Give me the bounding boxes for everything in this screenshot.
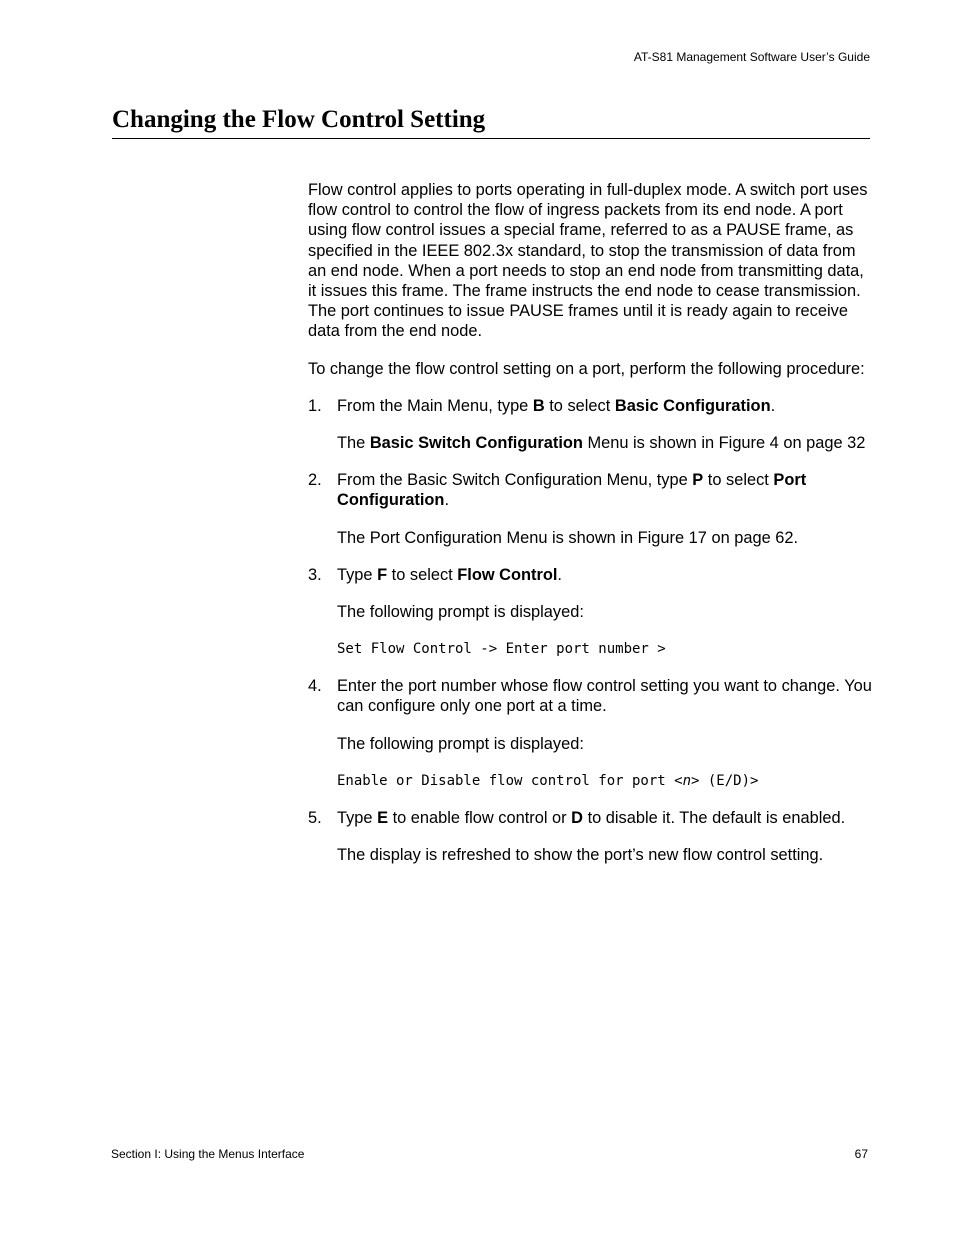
step-number: 2. — [308, 471, 322, 490]
note-text: The — [337, 434, 370, 453]
step-text: . — [770, 396, 776, 415]
key-b: B — [532, 396, 545, 415]
step-4-note: The following prompt is displayed: — [337, 734, 584, 753]
step-text: From the Basic Switch Configuration Menu, type — [337, 471, 693, 490]
key-f: F — [377, 565, 388, 584]
key-p: P — [692, 471, 704, 490]
step-text: From the Main Menu, type — [337, 396, 533, 415]
step-number: 1. — [308, 396, 322, 415]
step-text: to disable it. The default is enabled. — [583, 808, 846, 827]
main-content — [308, 180, 872, 882]
step-text: to select — [387, 565, 458, 584]
step-text: Type — [337, 565, 378, 584]
menu-name: Port Configuration — [337, 471, 807, 510]
prompt-variable: n — [682, 772, 692, 789]
step-text: Type — [337, 808, 378, 827]
menu-name: Flow Control — [457, 565, 558, 584]
prompt-text: Enable or Disable flow control for port < — [337, 772, 683, 789]
step-number: 3. — [308, 565, 322, 584]
menu-name: Basic Switch Configuration — [369, 434, 583, 453]
step-text: to enable flow control or — [388, 808, 572, 827]
step-text: to select — [703, 471, 774, 490]
intro-paragraph: Flow control applies to ports operating in full-duplex mode. A switch port uses flow control to control the flow of ingress packets from its end node. A port using flow control issues a special frame, referred to as a PAUSE frame, as specified in the IEEE 802.3x standard, to stop the transmission of data from an end node. When a port needs to stop an end node from transmitting data, it issues this frame. The frame instructs the end node to cease transmission. The port continues to issue PAUSE frames until it is ready again to receive data from the end node. — [308, 181, 868, 341]
note-text: Menu is shown in Figure 4 on page 32 — [582, 434, 866, 453]
step-2 — [308, 470, 872, 510]
step-2-note: The Port Configuration Menu is shown in Figure 17 on page 62. — [337, 528, 799, 547]
page-title: Changing the Flow Control Setting — [112, 106, 870, 139]
step-number: 5. — [308, 808, 322, 827]
prompt-enable-disable — [308, 771, 872, 791]
step-1-note — [308, 433, 872, 453]
step-4 — [308, 676, 872, 716]
prompt-set-flow-control: Set Flow Control -> Enter port number > — [337, 641, 666, 658]
step-1 — [308, 396, 872, 416]
prompt-text: > (E/D)> — [691, 772, 759, 789]
procedure-intro: To change the flow control setting on a port, perform the following procedure: — [308, 359, 865, 378]
step-5-note: The display is refreshed to show the port’s new flow control setting. — [337, 846, 824, 865]
step-3 — [308, 565, 872, 585]
key-e: E — [377, 808, 389, 827]
key-d: D — [571, 808, 584, 827]
footer-section: Section I: Using the Menus Interface — [111, 1147, 305, 1161]
step-text: . — [557, 565, 562, 584]
step-text: Enter the port number whose flow control setting you want to change. You can configure only one port at a time. — [337, 677, 872, 716]
step-3-note: The following prompt is displayed: — [337, 603, 584, 622]
step-5 — [308, 808, 872, 828]
step-text: . — [444, 491, 449, 510]
step-number: 4. — [308, 677, 322, 696]
running-header: AT-S81 Management Software User’s Guide — [633, 50, 870, 64]
step-text: to select — [544, 396, 615, 415]
menu-name: Basic Configuration — [614, 396, 771, 415]
footer-page-number: 67 — [854, 1147, 868, 1161]
